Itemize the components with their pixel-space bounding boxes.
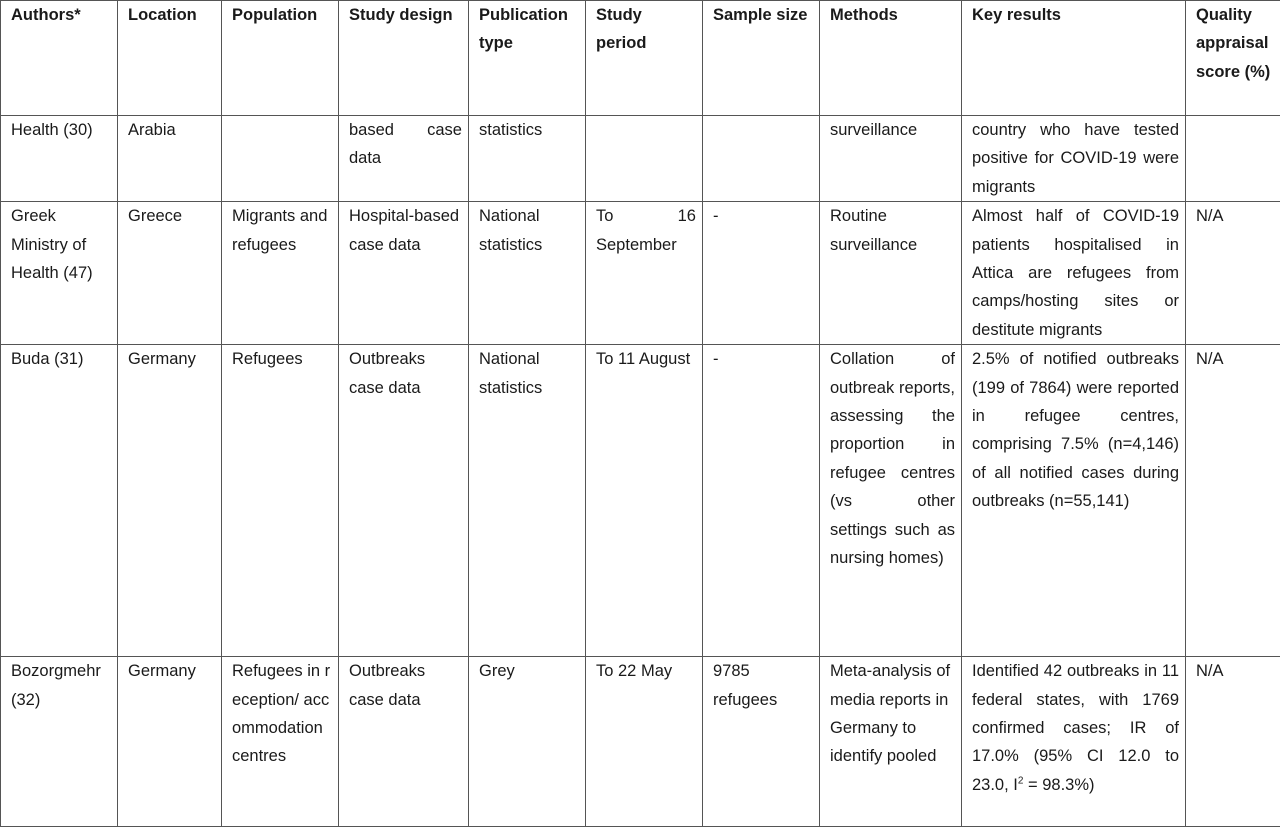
table-row: [1, 116, 1280, 202]
table-row: [1, 345, 1280, 657]
column-header-authors: Authors*: [1, 1, 118, 116]
cell-sample-size: 9785 refugees: [703, 657, 820, 827]
cell-key-results: Almost half of COVID-19 patients hospitalised in Attica are refugees from camps/hosting sites or destitute migrants: [962, 202, 1186, 345]
cell-sample-size: -: [703, 202, 820, 345]
column-header-quality: Quality appraisal score (%): [1186, 1, 1280, 116]
cell-study-design: Hospital-based case data: [339, 202, 469, 345]
cell-study-design: Outbreaks case data: [339, 345, 469, 657]
cell-key-results: [962, 657, 1186, 827]
cell-authors: Greek Ministry of Health (47): [1, 202, 118, 345]
cell-methods: Routine surveillance: [820, 202, 962, 345]
column-header-publication-type: Publication type: [469, 1, 586, 116]
cell-authors: Health (30): [1, 116, 118, 202]
cell-methods: surveillance: [820, 116, 962, 202]
cell-authors: Bozorgmehr (32): [1, 657, 118, 827]
column-header-population: Population: [222, 1, 339, 116]
cell-publication-type: Grey: [469, 657, 586, 827]
cell-location: Germany: [118, 345, 222, 657]
cell-quality: N/A: [1186, 345, 1280, 657]
key-results-text-end: = 98.3%): [1023, 775, 1095, 794]
cell-population: Migrants and refugees: [222, 202, 339, 345]
cell-publication-type: National statistics: [469, 345, 586, 657]
cell-sample-size: -: [703, 345, 820, 657]
cell-study-period: [586, 116, 703, 202]
cell-study-period: To 11 August: [586, 345, 703, 657]
table-row: [1, 202, 1280, 345]
cell-publication-type: statistics: [469, 116, 586, 202]
header-row: [1, 1, 1280, 116]
cell-location: Germany: [118, 657, 222, 827]
key-results-text: Identified 42 outbreaks in 11 federal states, with 1769 confirmed cases; IR of 17.0% (95% CI 12.0 to 23.0, I: [972, 662, 1179, 794]
i-squared-superscript: 2: [1017, 775, 1024, 787]
column-header-methods: Methods: [820, 1, 962, 116]
cell-location: Greece: [118, 202, 222, 345]
cell-authors: Buda (31): [1, 345, 118, 657]
cell-study-design: Outbreaks case data: [339, 657, 469, 827]
cell-population: [222, 116, 339, 202]
column-header-study-period: Study period: [586, 1, 703, 116]
cell-key-results: country who have tested positive for COVID-19 were migrants: [962, 116, 1186, 202]
cell-population: Refugees in reception/ accommodation centres: [222, 657, 339, 827]
cell-population: Refugees: [222, 345, 339, 657]
table-row: [1, 657, 1280, 827]
cell-sample-size: [703, 116, 820, 202]
cell-quality: [1186, 116, 1280, 202]
cell-study-period: To 16 September: [586, 202, 703, 345]
cell-publication-type: National statistics: [469, 202, 586, 345]
cell-quality: N/A: [1186, 657, 1280, 827]
cell-key-results: 2.5% of notified outbreaks (199 of 7864) were reported in refugee centres, comprising 7.5% (n=4,146) of all notified cases during outbreaks (n=55,141): [962, 345, 1186, 657]
column-header-study-design: Study design: [339, 1, 469, 116]
cell-study-period: To 22 May: [586, 657, 703, 827]
cell-study-design: based case data: [339, 116, 469, 202]
cell-methods: Meta-analysis of media reports in Germany to identify pooled: [820, 657, 962, 827]
cell-location: Arabia: [118, 116, 222, 202]
column-header-key-results: Key results: [962, 1, 1186, 116]
cell-quality: N/A: [1186, 202, 1280, 345]
column-header-sample-size: Sample size: [703, 1, 820, 116]
cell-methods: Collation of outbreak reports, assessing the proportion in refugee centres (vs other settings such as nursing homes): [820, 345, 962, 657]
column-header-location: Location: [118, 1, 222, 116]
